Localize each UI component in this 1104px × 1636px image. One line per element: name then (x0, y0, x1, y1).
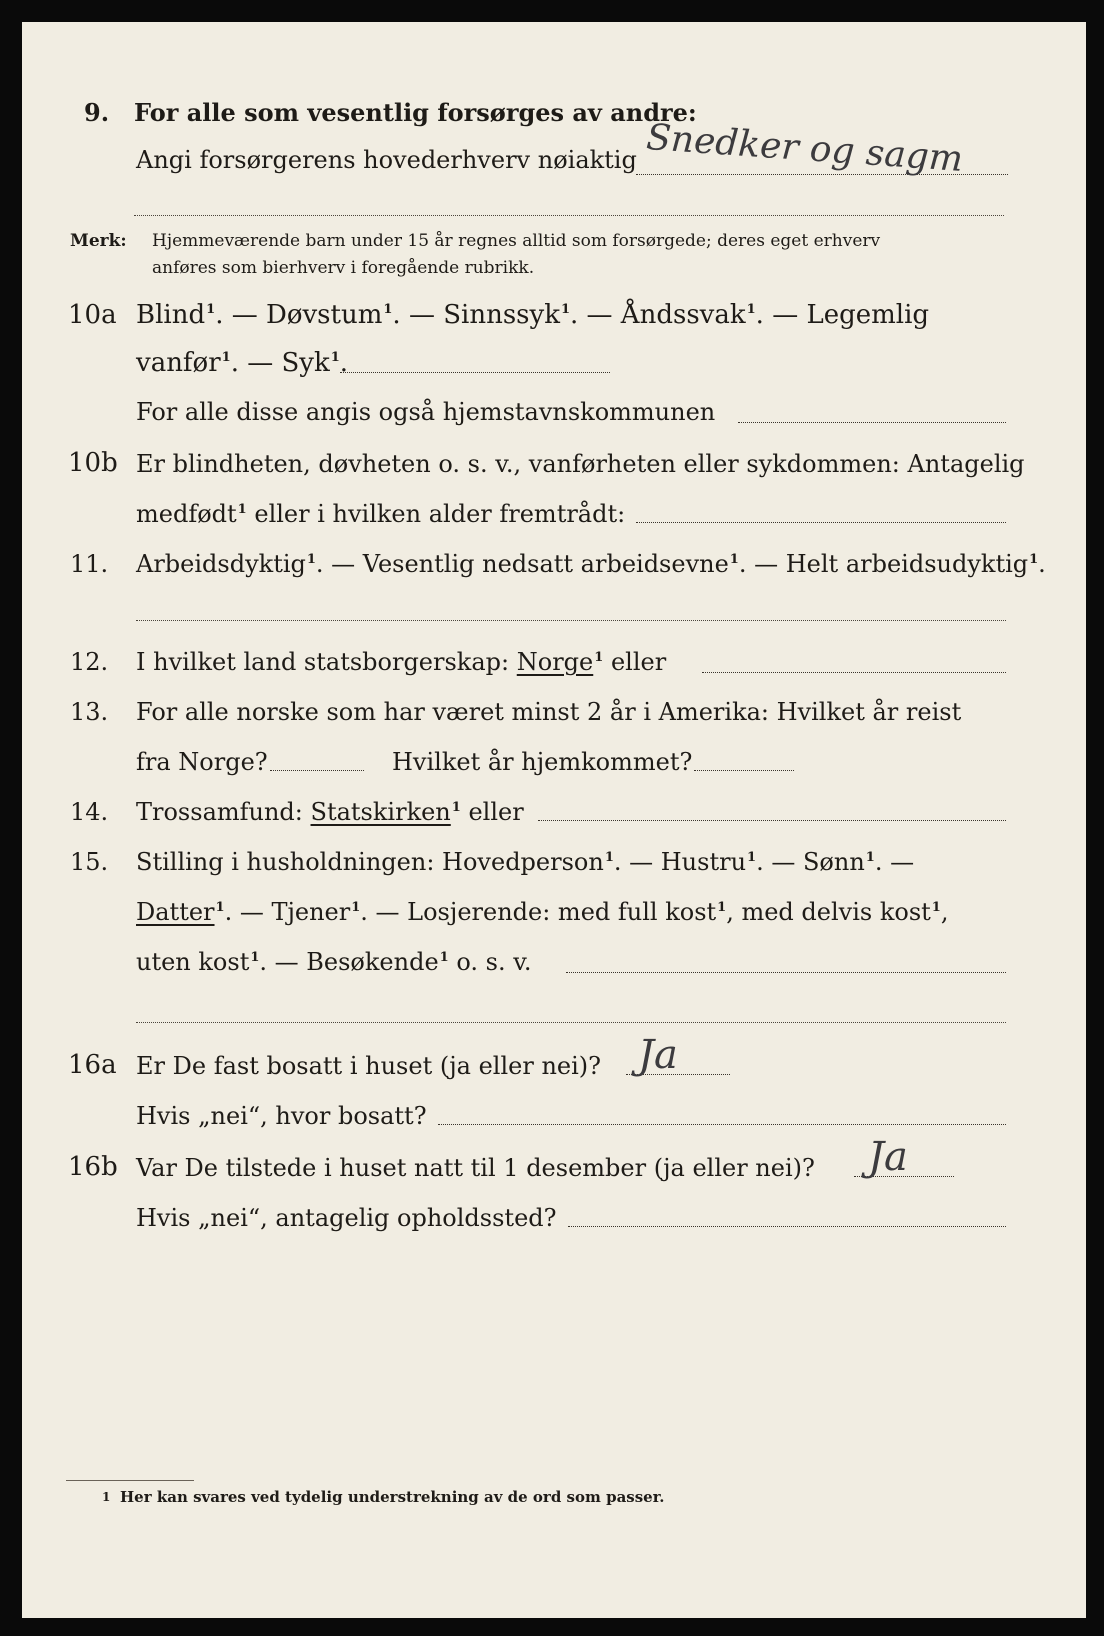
footnote-text: Her kan svares ved tydelig understrekning av de ord som passer. (120, 1488, 665, 1506)
q10a-line2: vanfør$^1$. — Syk$^1$. (136, 348, 349, 378)
option-norge-underlined: Norge (516, 648, 594, 676)
q16a-bosatt-line (438, 1124, 1006, 1125)
q16a-line1: Er De fast bosatt i huset (ja eller nei)? (136, 1052, 602, 1080)
q13-line2a: fra Norge? (136, 748, 268, 776)
option-syk: — Syk (247, 348, 330, 378)
q10b-number: 10b (68, 448, 118, 478)
q12-text: I hvilket land statsborgerskap: Norge$^1$ eller (136, 648, 667, 676)
q10a-syk-line (340, 372, 610, 373)
q11-number: 11. (70, 550, 109, 578)
q16a-handwritten-answer: Ja (638, 1032, 678, 1078)
q13-reist-line (270, 770, 364, 771)
q16a-line2: Hvis „nei“, hvor bosatt? (136, 1102, 427, 1130)
q15-line3: uten kost$^1$. — Besøkende$^1$ o. s. v. (136, 948, 532, 976)
q14-number: 14. (70, 798, 109, 826)
q10a-hjemstavn-line (738, 422, 1006, 423)
merk-text-line1: Hjemmeværende barn under 15 år regnes alltid som forsørgede; deres eget erhverv (152, 231, 881, 251)
q16b-line2: Hvis „nei“, antagelig opholdssted? (136, 1204, 557, 1232)
q9-number: 9. (84, 98, 110, 127)
q15-line2: Datter$^1$. — Tjener$^1$. — Losjerende: med full kost$^1$, med delvis kost$^1$, (136, 898, 949, 926)
option-legemlig: — Legemlig (772, 300, 930, 330)
q11-extra-line (136, 620, 1006, 621)
q15-extra-line (136, 1022, 1006, 1023)
merk-text-line2: anføres som bierhverv i foregående rubrikk. (152, 258, 535, 278)
option-andssvak: — Åndssvak (586, 300, 746, 330)
q14-text: Trossamfund: Statskirken$^1$ eller (136, 798, 524, 826)
q15-number: 15. (70, 848, 109, 876)
q13-number: 13. (70, 698, 109, 726)
q9-handwritten-answer: Snedker og sagm (644, 116, 965, 181)
q13-hjemkommet-line (694, 770, 794, 771)
q16b-handwritten-answer: Ja (868, 1134, 908, 1180)
q16a-number: 16a (68, 1050, 117, 1080)
q15-answer-line (566, 972, 1006, 973)
q14-answer-line (538, 820, 1006, 821)
merk-label: Merk: (70, 231, 127, 251)
q9-extra-line (134, 215, 1004, 216)
footnote-rule (66, 1480, 194, 1481)
q10a-line1: Blind$^1$. — Døvstum$^1$. — Sinnssyk$^1$. — Åndssvak$^1$. — Legemlig (136, 300, 930, 330)
option-blind: Blind (136, 300, 206, 330)
option-datter-underlined: Datter (136, 898, 215, 926)
q10b-answer-line (636, 522, 1006, 523)
q16b-line1: Var De tilstede i huset natt til 1 desember (ja eller nei)? (136, 1154, 815, 1182)
q16b-number: 16b (68, 1152, 118, 1182)
option-vanfor: vanfør (136, 348, 221, 378)
q9-prompt: Angi forsørgerens hovederhverv nøiaktig (136, 146, 637, 174)
q13-line2b: Hvilket år hjemkommet? (392, 748, 693, 776)
q9-heading: For alle som vesentlig forsørges av andre: (134, 98, 697, 127)
option-dovstum: — Døvstum (231, 300, 383, 330)
q10a-number: 10a (68, 300, 117, 330)
option-statskirken-underlined: Statskirken (310, 798, 451, 826)
census-form-page (22, 22, 1086, 1618)
option-sinnssyk: — Sinnssyk (408, 300, 560, 330)
q13-line1: For alle norske som har været minst 2 år i Amerika: Hvilket år reist (136, 698, 962, 726)
q12-number: 12. (70, 648, 109, 676)
q10b-line2: medfødt$^1$ eller i hvilken alder fremtrådt: (136, 500, 626, 528)
q15-line1: Stilling i husholdningen: Hovedperson$^1$. — Hustru$^1$. — Sønn$^1$. — (136, 848, 915, 876)
footnote-mark: 1 (102, 1490, 111, 1504)
q12-answer-line (702, 672, 1006, 673)
q16b-opholdssted-line (568, 1226, 1006, 1227)
q10b-line1: Er blindheten, døvheten o. s. v., vanførheten eller sykdommen: Antagelig (136, 450, 1025, 478)
q10a-line3: For alle disse angis også hjemstavnskommunen (136, 398, 716, 426)
q11-text: Arbeidsdyktig$^1$. — Vesentlig nedsatt arbeidsevne$^1$. — Helt arbeidsudyktig$^1$. (136, 550, 1046, 578)
